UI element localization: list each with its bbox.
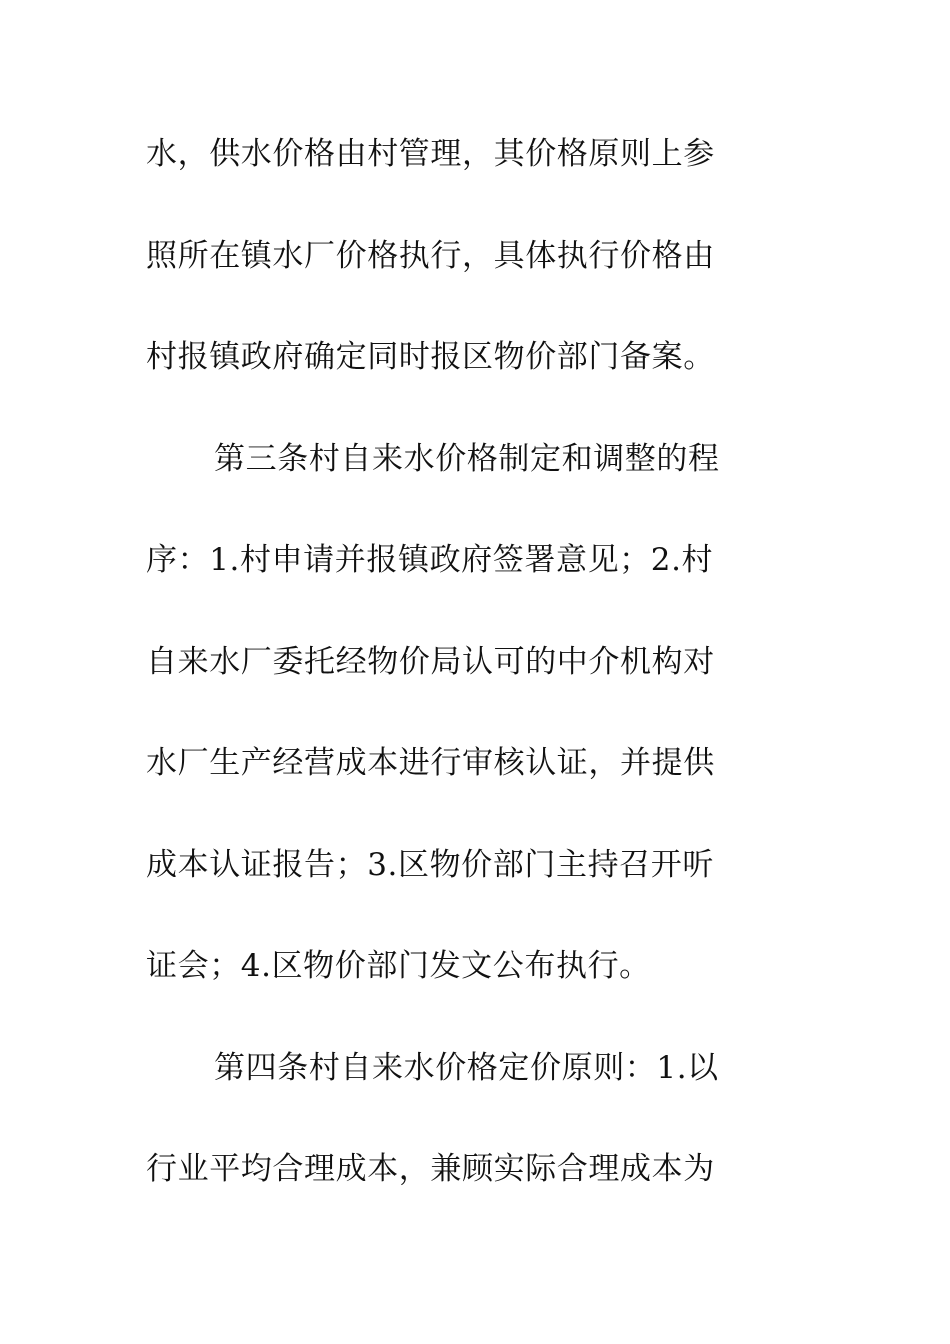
text-line: 成本认证报告；3.区物价部门主持召开听 — [146, 846, 714, 883]
article-4-heading-line: 第四条村自来水价格定价原则：1.以 — [214, 1049, 719, 1086]
text-line: 自来水厂委托经物价局认可的中介机构对 — [146, 643, 715, 680]
text-line: 村报镇政府确定同时报区物价部门备案。 — [146, 339, 715, 375]
text-line: 水，供水价格由村管理，其价格原则上参 — [146, 136, 715, 172]
text-line: 行业平均合理成本，兼顾实际合理成本为 — [146, 1151, 715, 1187]
text-line: 证会；4.区物价部门发文公布执行。 — [146, 948, 651, 984]
body-text — [146, 122, 786, 1239]
text-line: 水厂生产经营成本进行审核认证，并提供 — [146, 745, 715, 781]
text-line: 照所在镇水厂价格执行，具体执行价格由 — [146, 237, 715, 274]
text-line: 序：1.村申请并报镇政府签署意见；2.村 — [146, 542, 714, 578]
article-3-heading-line: 第三条村自来水价格制定和调整的程 — [214, 440, 720, 477]
